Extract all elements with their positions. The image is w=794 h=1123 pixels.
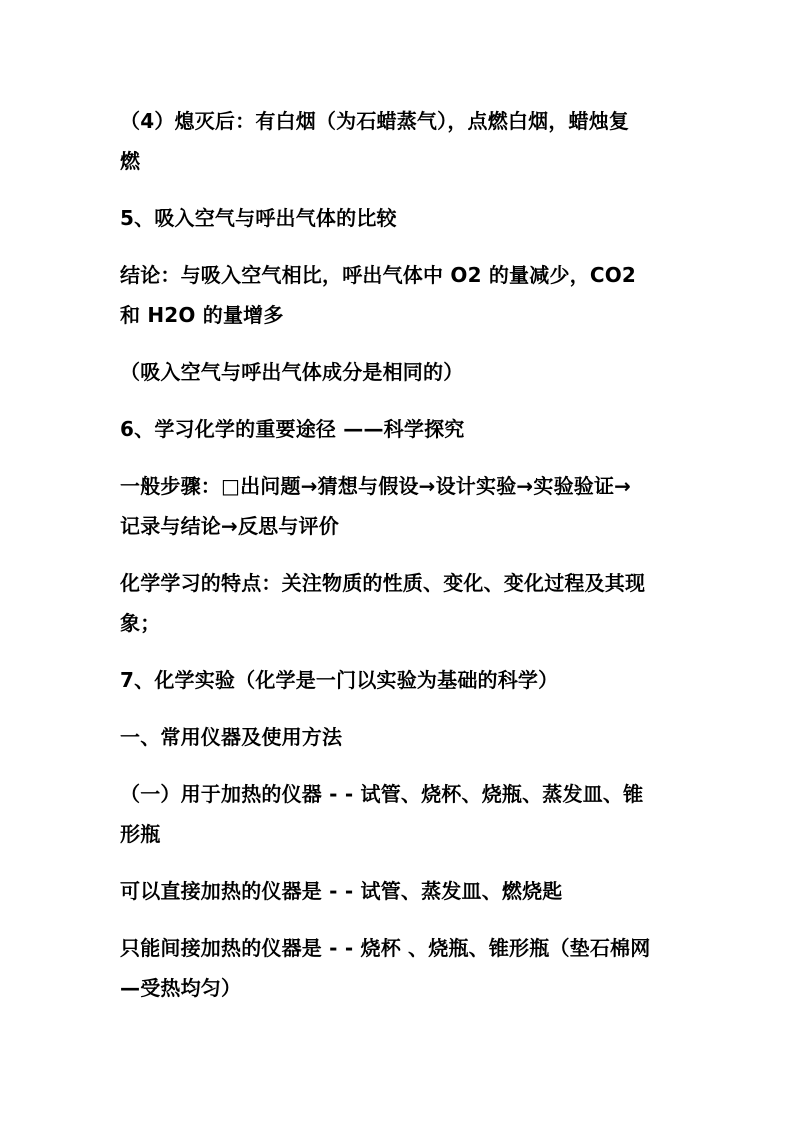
text-line: 和 H2O 的量增多 (120, 303, 284, 327)
text-line: 形瓶 (120, 822, 161, 846)
text-line: 象； (120, 611, 161, 635)
text-line: 7、化学实验（化学是一门以实验为基础的科学） (120, 668, 559, 692)
paragraph-extinguish (120, 101, 680, 181)
text-line: 6、学习化学的重要途径 ——科学探究 (120, 417, 465, 441)
paragraph-heating-instruments (120, 774, 680, 854)
text-line: 可以直接加热的仪器是 - - 试管、蒸发皿、燃烧匙 (120, 879, 563, 903)
text-line: （一）用于加热的仪器 - - 试管、烧杯、烧瓶、蒸发皿、锥 (120, 782, 644, 806)
paragraph-features (120, 563, 680, 643)
heading-common-instruments (120, 717, 680, 757)
document-body (120, 101, 680, 1008)
text-line: 一般步骤：□出问题→猜想与假设→设计实验→实验验证→ (120, 474, 632, 498)
text-line: （吸入空气与呼出气体成分是相同的） (120, 360, 464, 384)
paragraph-note (120, 352, 680, 392)
paragraph-direct-heating (120, 871, 680, 911)
text-line: 燃 (120, 149, 141, 173)
text-line: 一、常用仪器及使用方法 (120, 725, 343, 749)
text-line: 5、吸入空气与呼出气体的比较 (120, 206, 397, 230)
text-line: —受热均匀） (120, 976, 242, 1000)
paragraph-general-steps (120, 466, 680, 546)
text-line: 只能间接加热的仪器是 - - 烧杯 、烧瓶、锥形瓶（垫石棉网 (120, 936, 651, 960)
paragraph-conclusion (120, 255, 680, 335)
text-line: （4）熄灭后：有白烟（为石蜡蒸气），点燃白烟，蜡烛复 (120, 109, 630, 133)
text-line: 化学学习的特点：关注物质的性质、变化、变化过程及其现 (120, 571, 646, 595)
heading-science-inquiry (120, 409, 680, 449)
paragraph-indirect-heating (120, 928, 680, 1008)
heading-breath-comparison (120, 198, 680, 238)
heading-chemistry-experiment (120, 660, 680, 700)
text-line: 记录与结论→反思与评价 (120, 514, 339, 538)
text-line: 结论：与吸入空气相比，呼出气体中 O2 的量减少，CO2 (120, 263, 637, 287)
